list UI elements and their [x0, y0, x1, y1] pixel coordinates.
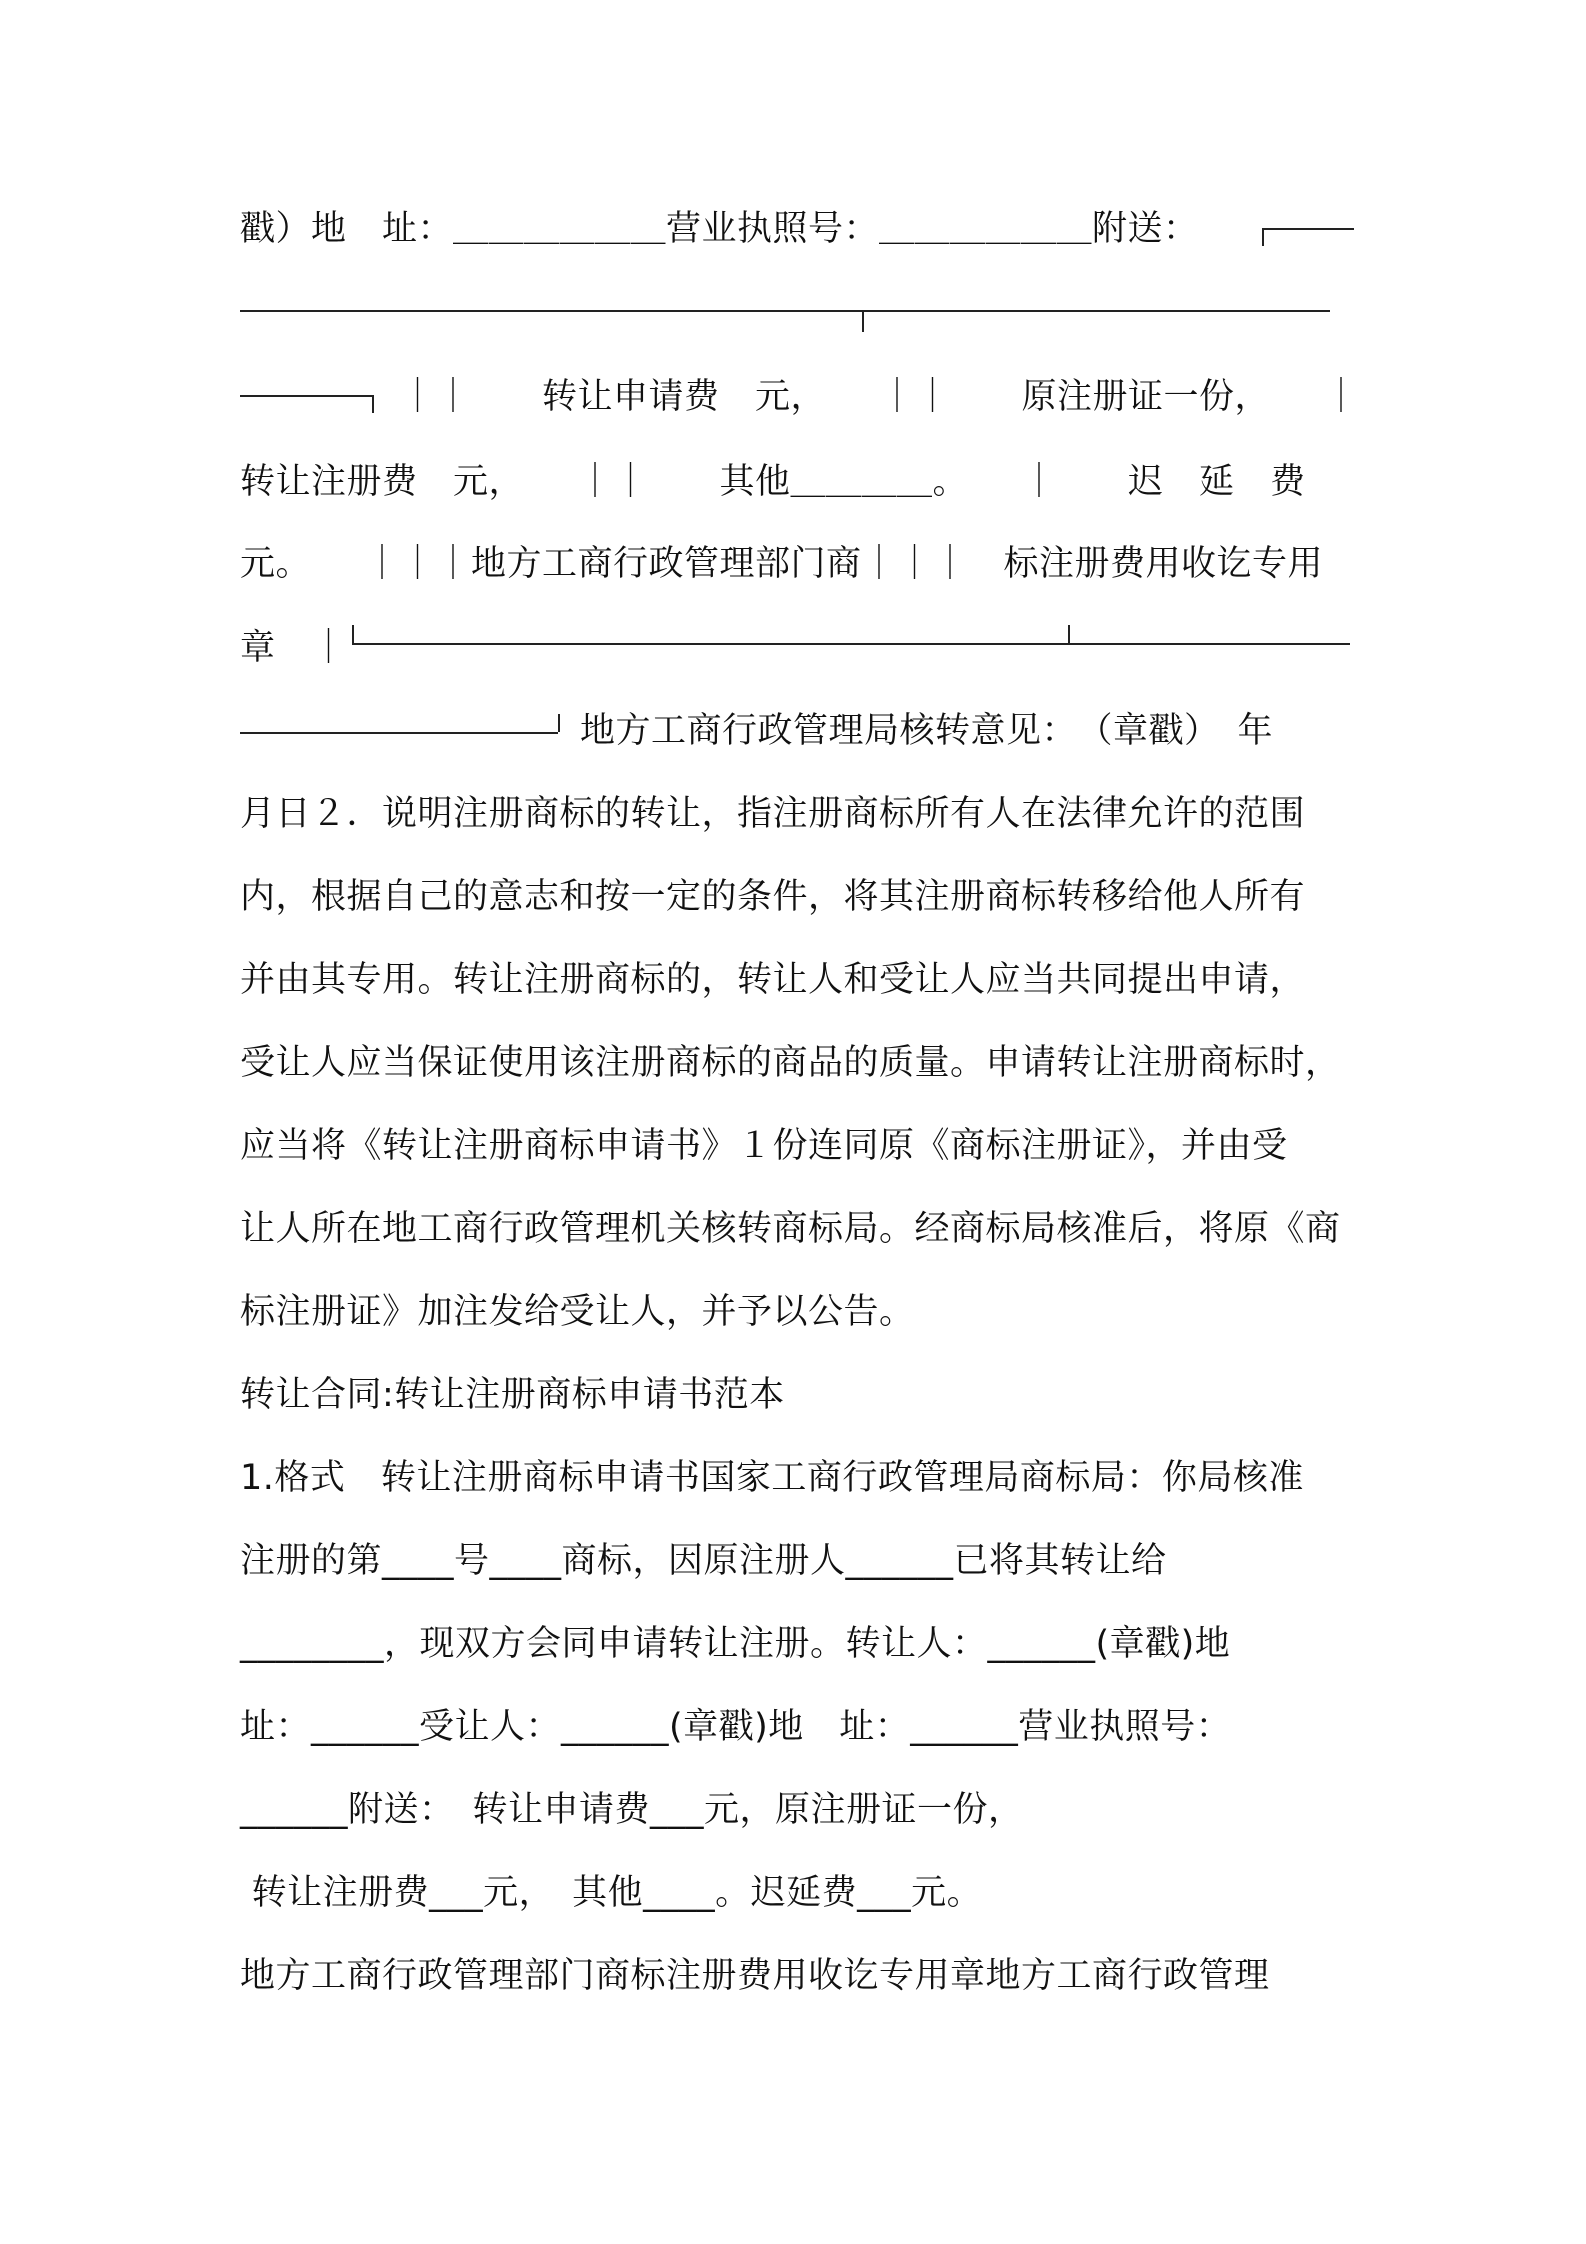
- text-line: 地方工商行政管理局核转意见： （章戳） 年: [580, 711, 1274, 751]
- text-line: 月日２．说明注册商标的转让，指注册商标所有人在法律允许的范围: [240, 794, 1306, 834]
- text-line: 戳）地 址：＿＿＿＿＿＿营业执照号：＿＿＿＿＿＿附送：: [240, 209, 1199, 249]
- text-line: 章 ｜: [240, 628, 347, 668]
- table-border: [1068, 625, 1070, 643]
- table-border: [558, 714, 560, 732]
- text-line: 元。 ｜｜｜地方工商行政管理部门商｜｜｜ 标注册费用收讫专用: [240, 544, 1324, 584]
- text-line: 转让注册费___元， 其他____。迟延费___元。: [240, 1873, 983, 1913]
- text-line: ｜｜ 转让申请费 元， ｜｜ 原注册证一份， ｜: [400, 377, 1360, 417]
- table-border: [240, 395, 372, 397]
- text-line: 受让人应当保证使用该注册商标的商品的质量。申请转让注册商标时，: [240, 1043, 1341, 1083]
- table-border: [352, 625, 354, 643]
- table-border: [240, 732, 558, 734]
- table-border: [240, 310, 1330, 312]
- text-line: 标注册证》加注发给受让人，并予以公告。: [240, 1292, 915, 1332]
- text-line: 址：______受让人：______(章戳)地 址：______营业执照号：: [240, 1707, 1232, 1747]
- text-line: 应当将《转让注册商标申请书》１份连同原《商标注册证》，并由受: [240, 1126, 1288, 1166]
- text-line: 让人所在地工商行政管理机关核转商标局。经商标局核准后，将原《商: [240, 1209, 1341, 1249]
- text-line: 内，根据自己的意志和按一定的条件，将其注册商标转移给他人所有: [240, 877, 1306, 917]
- table-border: [1262, 228, 1354, 230]
- text-line: ______附送： 转让申请费___元，原注册证一份，: [240, 1790, 1024, 1830]
- text-line: ________，现双方会同申请转让注册。转让人：______(章戳)地: [240, 1624, 1231, 1664]
- text-line: 1.格式 转让注册商标申请书国家工商行政管理局商标局：你局核准: [240, 1458, 1304, 1498]
- table-border: [372, 395, 374, 413]
- text-line: 转让注册费 元， ｜｜ 其他＿＿＿＿。 ｜ 迟 延 费: [240, 462, 1306, 502]
- section-heading: 转让合同:转让注册商标申请书范本: [240, 1375, 785, 1415]
- table-border: [862, 310, 864, 332]
- text-line: 注册的第____号____商标，因原注册人______已将其转让给: [240, 1541, 1167, 1581]
- text-line: 并由其专用。转让注册商标的，转让人和受让人应当共同提出申请，: [240, 960, 1306, 1000]
- table-border: [1262, 228, 1264, 246]
- table-border: [352, 643, 1350, 645]
- text-line: 地方工商行政管理部门商标注册费用收讫专用章地方工商行政管理: [240, 1956, 1270, 1996]
